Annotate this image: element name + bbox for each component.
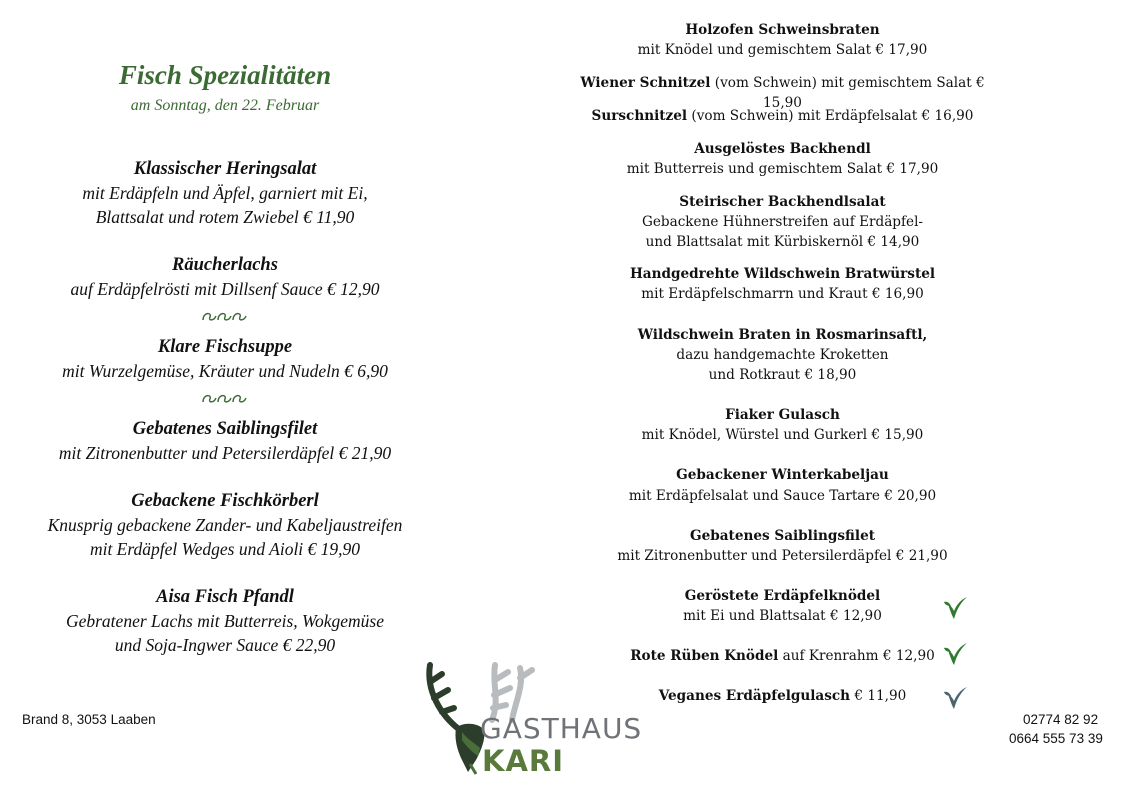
fish-specials-date: am Sonntag, den 22. Februar xyxy=(130,97,320,114)
dish-description: mit Erdäpfelschmarrn und Kraut € 16,90 xyxy=(641,286,924,302)
menu-item xyxy=(560,526,1005,566)
logo-kari-text: KARI xyxy=(482,744,565,778)
phone-mobile: 0664 555 73 39 xyxy=(1009,731,1103,746)
menu-item xyxy=(560,264,1005,304)
menu-item xyxy=(0,585,450,657)
menu-item xyxy=(0,417,450,465)
dish-description: (vom Schwein) mit gemischtem Salat € 15,90 xyxy=(710,75,985,111)
ornament-divider xyxy=(200,390,252,406)
dish-description: mit Butterreis und gemischtem Salat € 17,90 xyxy=(626,161,939,177)
dish-name: Holzofen Schweinsbraten xyxy=(685,22,880,38)
gasthaus-kari-logo xyxy=(420,660,650,780)
menu-item xyxy=(560,586,1005,626)
phone-landline: 02774 82 92 xyxy=(1023,712,1099,727)
menu-item xyxy=(560,106,1005,126)
ornament-divider xyxy=(200,308,252,324)
dish-description: und Blattsalat mit Kürbiskernöl € 14,90 xyxy=(645,234,920,250)
dish-name: Gebackene Fischkörberl xyxy=(131,491,319,511)
dish-description: (vom Schwein) mit Erdäpfelsalat € 16,90 xyxy=(687,108,974,124)
dish-description: und Rotkraut € 18,90 xyxy=(708,367,857,383)
vegetarian-leaf-icon xyxy=(940,638,970,668)
dish-name: Wiener Schnitzel xyxy=(580,75,711,91)
dish-name: Steirischer Backhendlsalat xyxy=(679,194,886,210)
menu-item xyxy=(560,405,1005,445)
dish-name: Gebackener Winterkabeljau xyxy=(676,467,889,483)
dish-name: Handgedrehte Wildschwein Bratwürstel xyxy=(629,266,936,282)
dish-description: Gebackene Hühnerstreifen auf Erdäpfel- xyxy=(641,214,924,230)
dish-description: mit Erdäpfelsalat und Sauce Tartare € 20,90 xyxy=(628,488,937,504)
dish-description: dazu handgemachte Kroketten xyxy=(676,347,889,363)
dish-name: Klassischer Heringsalat xyxy=(133,159,317,179)
dish-description: und Soja-Ingwer Sauce € 22,90 xyxy=(114,635,336,655)
dish-description: mit Wurzelgemüse, Kräuter und Nudeln € 6,90 xyxy=(62,361,388,381)
dish-name: Gebatenes Saiblingsfilet xyxy=(689,528,876,544)
dish-description: mit Ei und Blattsalat € 12,90 xyxy=(683,608,882,624)
dish-name: Gebatenes Saiblingsfilet xyxy=(132,419,318,439)
logo-gasthaus-text: GASTHAUS xyxy=(480,712,643,745)
menu-item xyxy=(560,325,1005,385)
dish-description: Blattsalat und rotem Zwiebel € 11,90 xyxy=(95,207,355,227)
fish-specials-title: Fisch Spezialitäten xyxy=(118,60,332,90)
menu-item xyxy=(560,192,1005,252)
menu-item xyxy=(560,139,1005,179)
dish-description: mit Erdäpfel Wedges und Aioli € 19,90 xyxy=(89,539,361,559)
dish-name: Klare Fischsuppe xyxy=(157,337,293,357)
dish-description: auf Krenrahm € 12,90 xyxy=(778,648,935,664)
dish-description: € 11,90 xyxy=(850,688,907,704)
vegetarian-leaf-icon xyxy=(940,592,970,622)
menu-item xyxy=(0,489,450,561)
dish-description: mit Zitronenbutter und Petersilerdäpfel € 21,90 xyxy=(58,443,392,463)
dish-description: mit Erdäpfeln und Äpfel, garniert mit Ei, xyxy=(82,183,368,203)
dish-description: auf Erdäpfelrösti mit Dillsenf Sauce € 12,90 xyxy=(70,279,380,299)
dish-name: Veganes Erdäpfelgulasch xyxy=(658,688,851,704)
menu-item xyxy=(0,335,450,383)
address: Brand 8, 3053 Laaben xyxy=(22,712,156,727)
dish-description: mit Knödel und gemischtem Salat € 17,90 xyxy=(637,42,928,58)
dish-name: Rote Rüben Knödel xyxy=(630,648,779,664)
dish-name: Geröstete Erdäpfelknödel xyxy=(684,588,881,604)
dish-name: Aisa Fisch Pfandl xyxy=(156,587,294,607)
dish-description: mit Knödel, Würstel und Gurkerl € 15,90 xyxy=(641,427,924,443)
menu-item xyxy=(0,253,450,301)
vegan-leaf-icon xyxy=(940,682,970,712)
menu-item xyxy=(560,20,1005,60)
dish-description: mit Zitronenbutter und Petersilerdäpfel € 21,90 xyxy=(617,548,948,564)
dish-name: Fiaker Gulasch xyxy=(725,407,840,423)
dish-description: Gebratener Lachs mit Butterreis, Wokgemüse xyxy=(65,611,385,631)
dish-description: Knusprig gebackene Zander- und Kabeljaustreifen xyxy=(47,515,403,535)
menu-item xyxy=(560,465,1005,506)
dish-name: Wildschwein Braten in Rosmarinsaftl, xyxy=(637,327,928,343)
menu-item xyxy=(0,157,450,229)
dish-name: Surschnitzel xyxy=(591,108,688,124)
dish-name: Ausgelöstes Backhendl xyxy=(694,141,871,157)
dish-name: Räucherlachs xyxy=(172,255,278,275)
